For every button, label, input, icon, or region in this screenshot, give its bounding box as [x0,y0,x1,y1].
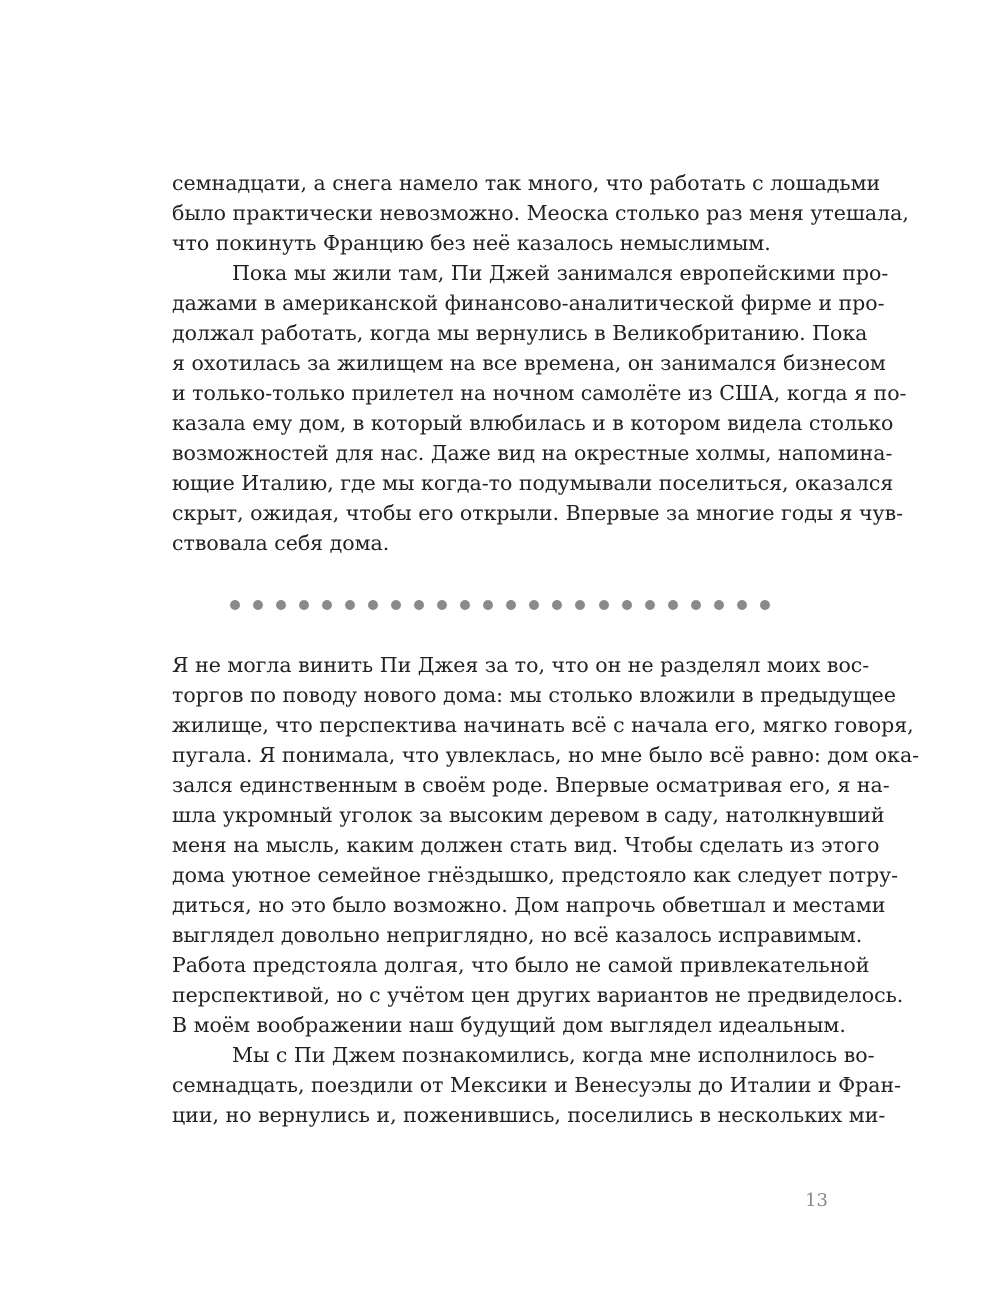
text-line: я охотилась за жилищем на все времена, он занимался бизнесом [172,351,886,375]
text-line: ции, но вернулись и, поженившись, поселились в нескольких ми- [172,1103,886,1127]
divider-dot [737,600,747,610]
text-line: было практически невозможно. Меоска столько раз меня утешала, [172,201,909,225]
text-line: зался единственным в своём роде. Впервые осматривая его, я на- [172,773,890,797]
text-line: диться, но это было возможно. Дом напрочь обветшал и местами [172,893,886,917]
text-line: дажами в американской финансово-аналитической фирме и про- [172,291,885,315]
section-divider-dots [230,599,770,611]
text-line: казала ему дом, в который влюбилась и в котором видела столько [172,411,894,435]
divider-dot [230,600,240,610]
text-line: меня на мысль, каким должен стать вид. Чтобы сделать из этого [172,833,880,857]
text-line: торгов по поводу нового дома: мы столько вложили в предыдущее [172,683,896,707]
divider-dot [691,600,701,610]
divider-dot [506,600,516,610]
text-line: перспективой, но с учётом цен других вариантов не предвиделось. [172,983,904,1007]
text-line: В моём воображении наш будущий дом выглядел идеальным. [172,1013,846,1037]
text-line: пугала. Я понимала, что увлеклась, но мне было всё равно: дом ока- [172,743,920,767]
text-line: семнадцать, поездили от Мексики и Венесуэлы до Италии и Фран- [172,1073,902,1097]
paragraph-first-line: Пока мы жили там, Пи Джей занимался европейскими про- [232,261,889,285]
text-line: Работа предстояла долгая, что было не самой привлекательной [172,953,870,977]
divider-dot [368,600,378,610]
divider-dot [575,600,585,610]
text-line: Я не могла винить Пи Джея за то, что он не разделял моих вос- [172,653,870,677]
divider-dot [299,600,309,610]
divider-dot [483,600,493,610]
divider-dot [437,600,447,610]
divider-dot [529,600,539,610]
text-line: жилище, что перспектива начинать всё с начала его, мягко говоря, [172,713,914,737]
divider-dot [414,600,424,610]
divider-dot [460,600,470,610]
divider-dot [622,600,632,610]
text-line: семнадцати, а снега намело так много, что работать с лошадьми [172,171,881,195]
divider-dot [345,600,355,610]
text-line: шла укромный уголок за высоким деревом в саду, натолкнувший [172,803,885,827]
divider-dot [599,600,609,610]
divider-dot [645,600,655,610]
text-line: что покинуть Францию без неё казалось немыслимым. [172,231,771,255]
text-line: дома уютное семейное гнёздышко, предстояло как следует потру- [172,863,899,887]
text-line: выглядел довольно неприглядно, но всё казалось исправимым. [172,923,863,947]
divider-dot [552,600,562,610]
text-line: возможностей для нас. Даже вид на окрестные холмы, напомина- [172,441,893,465]
divider-dot [276,600,286,610]
text-section-top [172,168,909,558]
text-line: скрыт, ожидая, чтобы его открыли. Впервые за многие годы я чув- [172,501,904,525]
divider-dot [714,600,724,610]
page-number: 13 [805,1190,828,1211]
paragraph-first-line: Мы с Пи Джем познакомились, когда мне исполнилось во- [232,1043,875,1067]
divider-dot [760,600,770,610]
divider-dot [322,600,332,610]
text-line: и только-только прилетел на ночном самолёте из США, когда я по- [172,381,907,405]
divider-dot [391,600,401,610]
text-section-bottom [172,650,920,1130]
divider-dot [253,600,263,610]
text-line: должал работать, когда мы вернулись в Великобританию. Пока [172,321,868,345]
text-line: ющие Италию, где мы когда-то подумывали поселиться, оказался [172,471,894,495]
divider-dot [668,600,678,610]
text-line: ствовала себя дома. [172,531,390,555]
